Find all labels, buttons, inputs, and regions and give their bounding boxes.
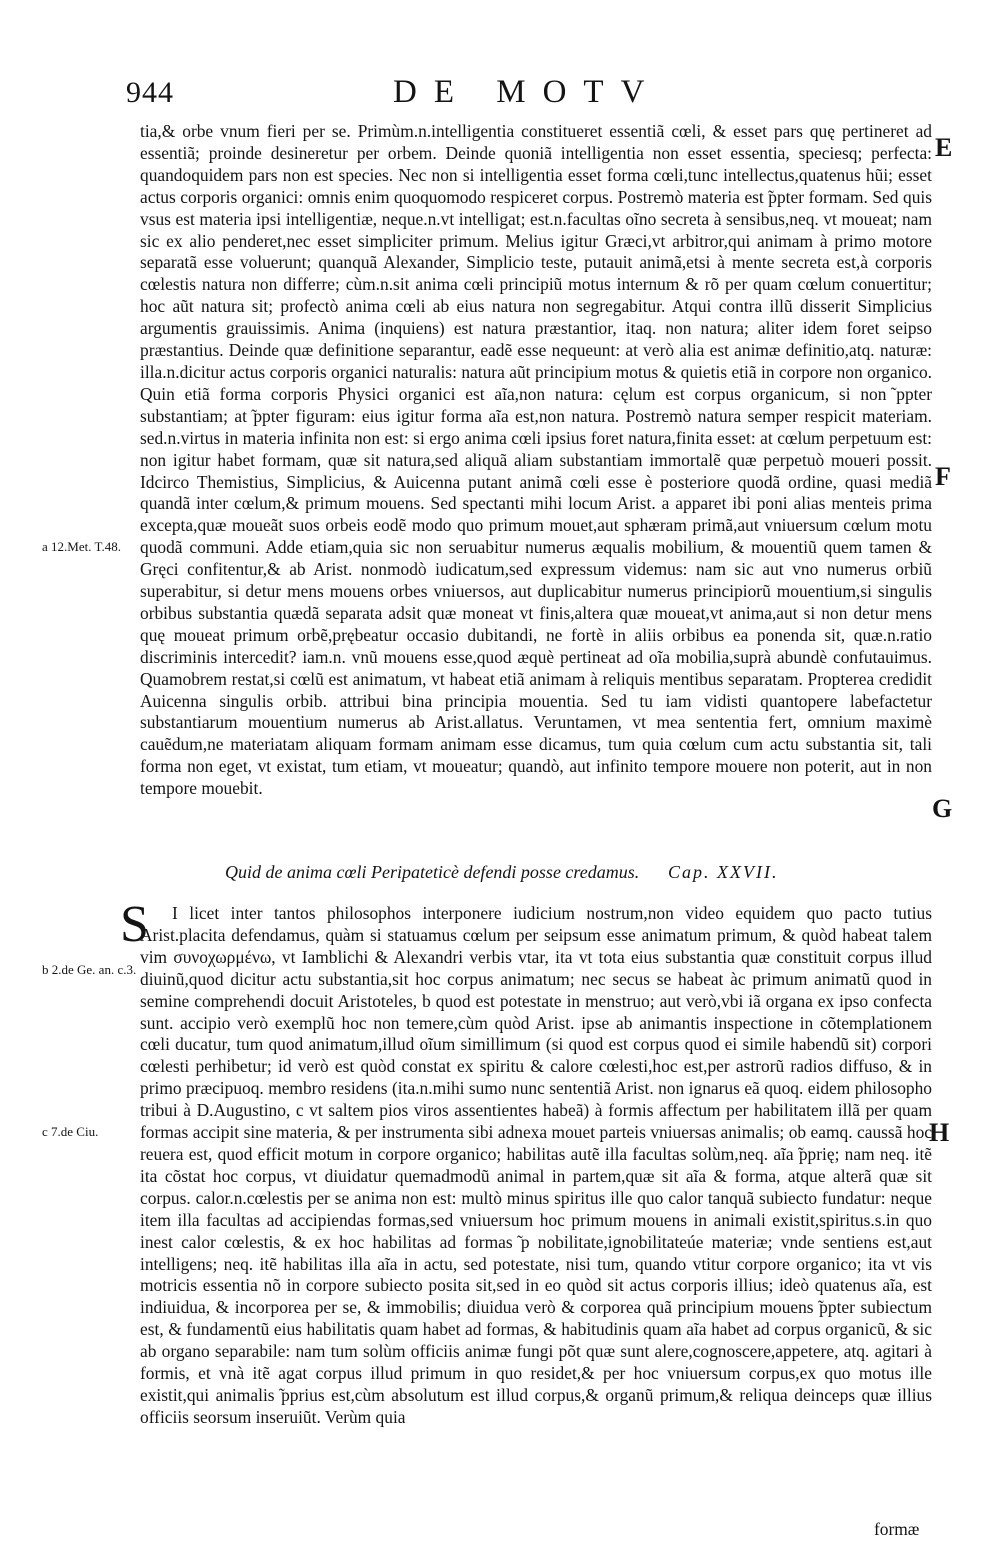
chapter-body: I licet inter tantos philosophos interponere iudicium nostrum,non video equidem quo pacto tutius Arist.placita defendamus, quàm si statuamus cœlum per seipsum esse animatum primum, & quòd habeat talem vim συνοχωρμένω, vt Iamblichi & Alexandri verbis vtar, ita vt tota eius substantia quæ constituit corpus illud diuinũ,quod dicitur actu substantia,sit hoc corpus animatum; nec secus se habeat àc primum animatũ quod in semine comprehendi docuit Aristoteles, b quod est potestate in menstruo; aut verò,vbi iã organa ex ipso confecta sunt. accipio verò exemplũ hoc non temere,cùm quòd Arist. ipse ab animantis inspectione in cõtemplationem cœli ducatur, tum quod animatum,illud oĩum simillimum (si quod est corpus quod ei simile habendũ sit) corpori cœlesti perhibetur; id verò est quòd constat ex spiritu & calore cœlesti,hoc est,per astrorũ radios diffuso, & in primo præcipuoq. membro residens (ita.n.mihi sumo nunc sententiã Arist. non ignarus eã quoq. eidem philosopho tribui à D.Augustino, c vt saltem pios viros assentientes habeã) à formis affectum per habilitatem illã per quam formas accipit sine materia, & per instrumenta sibi adnexa mouet parteis vniuersas animalis; ob eamq. caussã hoc reuera est, quod efficit motum in corpore organico; habilitas autẽ illa facultas solùm,neq. aĩa ̃pprię; nam neq. itẽ ita cõstat hoc corpus, vt diuidatur quemadmodũ animal in partem,quæ sit aĩa & forma, atque alterã quæ sit corpus. calor.n.cœlestis per se anima non est: multò minus spiritus ille quo calor tanquã subiecto fundatur: neque item illa facultas ad accipiendas formas,sed vniuersum hoc primum mouens in animali existit,spiritus.s.in quo inest calor cœlestis, & ex hoc habilitas ad formas ̃p nobilitate,ignobilitateúe materiæ; vnde sentiens est,aut intelligens; neq. itẽ habilitas illa aĩa in actu, sed potestate, nisi tum, quando vtitur corpore organico; ita vt vis motricis essentia nõ in corpore subiecto posita sit,sed in eo quòd sit actus corporis illius; ideò quatenus aĩa, est indiuidua, & incorporea per se, & immobilis; diuidua verò & corporea quã principium mouens ̃ppter subiectum est, & fundamentũ eius habilitatis quam habet ad formas, & habitudinis quam aĩa habet ad corpus organicũ, & sic ab organo separabile: nam tum solùm officiis animæ fungi põt quæ sunt alere,cognoscere,appetere, atq. agitari à formis, et vnà itẽ agat corpus illud primum in quo residet,& per hoc vniuersum corpus,ex quo motus ille existit,qui animalis ̃pprius est,cùm absolutum est illud corpus,& organũ primum,& reliqua deinceps quæ illius officiis seorsum inseruiũt. Verùm quia xyxy=(140,903,932,1427)
margin-note-b: b 2.de Ge. an. c.3. xyxy=(42,962,137,977)
chapter-number: Cap. XXVII. xyxy=(668,862,779,882)
running-head: DE MOTV xyxy=(393,74,662,110)
chapter-title: Quid de anima cœli Peripateticè defendi posse credamus. xyxy=(225,862,640,882)
margin-letter-h: H xyxy=(929,1118,950,1147)
paragraph-body: tia,& orbe vnum fieri per se. Primùm.n.intelligentia constitueret essentiã cœli, & esset pars quę pertineret ad essentiã; proinde desineretur per orbem. Deinde quoniã intelligentia non esset essentia, speciesq; perfecta: quandoquidem pars non est species. Nec non si intelligentia esset forma cœli,tunc intellectus,quatenus hũi; esset actus corporis organici: omnis enim quoquomodo respiceret corpus. Postremò materia est ̃ppter formam. Sed quis vsus est materia ipsi intelligentiæ, neque.n.vt intelligat; est.n.facultas oĩno secreta à sensibus,neq. vt moueat; nam sic ex alio penderet,nec esset simpliciter primum. Melius igitur Græci,vt arbitror,qui animam à primo motore separatã esse voluerunt; quanquã Alexander, Simplicio teste, putauit animã,etsi à mente secreta est,à corporis cœlestis natura non differre; cùm.n.sit anima cœli principiũ motus internum & rõ per quam cœlum conuertitur; hoc aũt natura sit; profectò anima cœli ab eius natura non segregabitur. Atqui contra illũ disserit Simplicius argumentis grauissimis. Anima (inquiens) est natura præstantior, itaq. non natura; aliter idem foret seipso præstantius. Deinde quæ definitione separantur, eadẽ esse nequeunt: at verò alia est animæ definitio,atq. naturæ: illa.n.dicitur actus corporis organici naturalis: natura aũt principium motus & quietis etiã in corpore non organico. Quin etiã forma corporis Physici organici est aĩa,non natura: cęlum est corpus organicum, si non ̃ppter substantiam; at ̃ppter figuram: eius igitur forma aĩa est,non natura. Postremò natura semper respicit materiam. sed.n.virtus in materia infinita non est: si ergo anima cœli ipsius foret natura,finita esset: at cœlum perpetuum est: non igitur habet formam, quæ sit natura,sed aliquã aliam substantiam immortalẽ quæ perpetuò moueri possit. Idcirco Themistius, Simplicius, & Auicenna putant animã cœli esse è posteriore quodã ordine, quasi mediã quandã inter cœlum,& primum mouens. Sed spectanti mihi locum Arist. a apparet ibi poni alias menteis prima excepta,quæ moueãt suos orbeis eodẽ modo quo primum mouet,aut sphæram primã,aut vniuersum cœlum motu quodã communi. Adde etiam,quia sic non seruabitur numerus æqualis mobilium, & mouentiũ quem tamen & Gręci confitentur,& ab Arist. nonmodò iudicatum,sed expressum videmus: nam sic aut vno numerus orbiũ superabitur, si detur mens mouens orbes vniuersos, aut duplicabitur numerus principiorũ mouentium,si singulis orbibus substantia quædã separata adsit quæ moneat vt finis,altera quæ moueat,vt anima,aut si non detur mens quę moueat primum orbẽ,prębeatur occasio dubitandi, ne fortè in aliis orbibus ea ponenda sit, quæ.n.ratio discriminis intercedit? iam.n. vnũ mouens esse,quod æquè pertineat ad oĩa mobilia,suprà abundè confutauimus. Quamobrem restat,si cœlũ est animatum, vt habeat etiã animam à reliquis mentibus separatam. Propterea credidit Auicenna singulis orbib. attribui bina principia mouentia. Sed tu iam vidisti quantopere labefactetur substantiarum mouentium numerus ab Arist.allatus. Veruntamen, vt mea sententia fert, omnium maximè cauẽdum,ne materiatam aliquam formam animam esse dicamus, tum quia cœlum cum actu substantia sit, tali forma non eget, vt existat, tum etiam, vt moueatur; quandò, aut infinito tempore mouere non poterit, aut in non tempore mouebit. xyxy=(140,121,932,799)
margin-note-c: c 7.de Ciu. xyxy=(42,1124,99,1139)
margin-letter-g: G xyxy=(932,794,953,823)
margin-letter-e: E xyxy=(935,133,953,162)
chapter-heading xyxy=(225,862,925,883)
page-number: 944 xyxy=(126,76,174,109)
margin-letter-f: F xyxy=(935,462,951,491)
margin-note-a: a 12.Met. T.48. xyxy=(42,539,121,554)
catchword: formæ xyxy=(874,1519,920,1539)
drop-cap: S xyxy=(120,896,149,953)
